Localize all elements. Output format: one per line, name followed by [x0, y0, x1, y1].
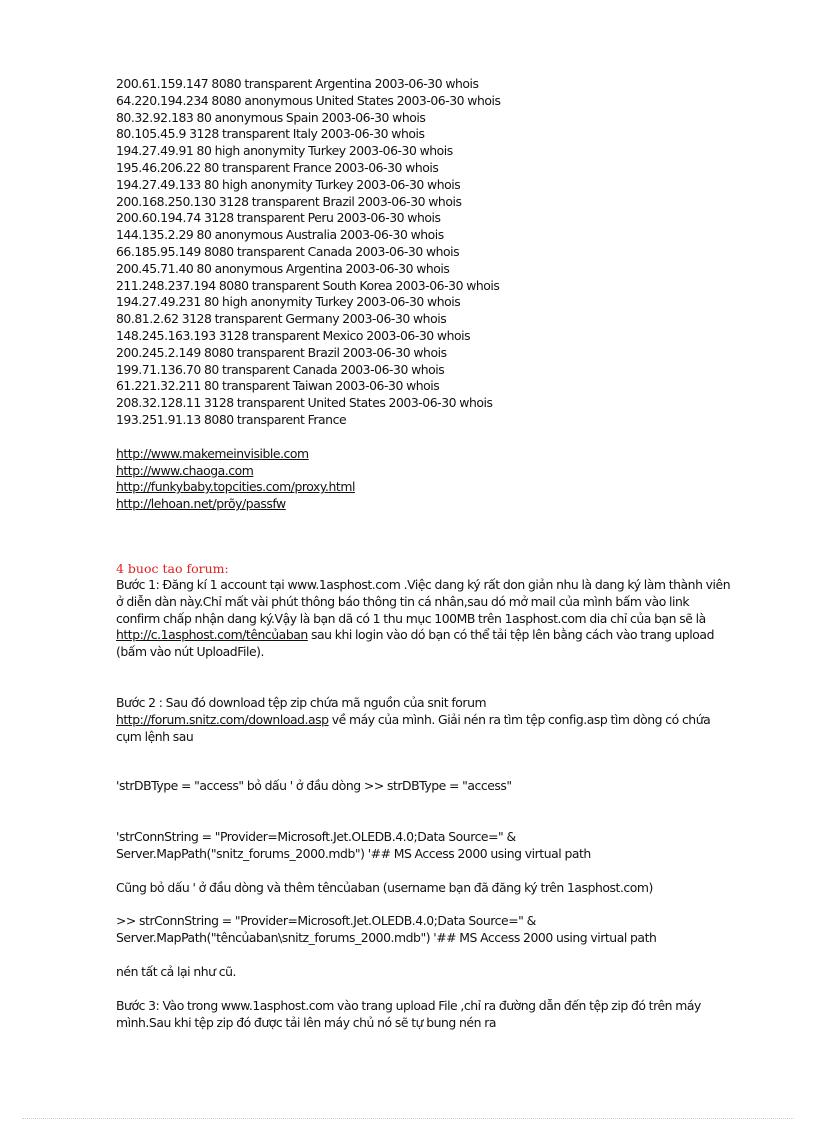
link-lehoan-passfw[interactable]: http://lehoan.net/prõy/passfw	[116, 496, 286, 512]
proxy-line: 200.60.194.74 3128 transparent Peru 2003-06-30 whois	[116, 210, 441, 226]
step2-paragraph	[116, 695, 736, 745]
proxy-line: 64.220.194.234 8080 anonymous United States 2003-06-30 whois	[116, 92, 501, 108]
step1-text: Bước 1: Đăng kí 1 account tại www.1asphost.com .Việc dang ký rất don giản nhu là dang ký làm thành viên ở diễn dàn này.Chỉ mất vài phút thông báo thông tin cá nhân,sau dó mở mail của mình bấm vào link confirm chấp nhận dang ký.Vậy là bạn dã có 1 thu mục 100MB trên 1asphost.com dia chỉ của bạn sẽ là	[116, 576, 731, 626]
forum-heading: 4 buoc tao forum:	[116, 560, 229, 576]
link-makemeinvisible[interactable]: http://www.makemeinvisible.com	[116, 445, 309, 461]
proxy-line: 200.168.250.130 3128 transparent Brazil 2003-06-30 whois	[116, 193, 462, 209]
proxy-line: 80.81.2.62 3128 transparent Germany 2003-06-30 whois	[116, 311, 447, 327]
step2-text: Bước 2 : Sau đó download tệp zip chứa mã nguồn của snit forum	[116, 694, 487, 710]
step1-link[interactable]: http://c.1asphost.com/têncủaban	[116, 627, 308, 643]
proxy-line: 199.71.136.70 80 transparent Canada 2003-06-30 whois	[116, 361, 445, 377]
code-connstring-new-line1: >> strConnString = "Provider=Microsoft.Jet.OLEDB.4.0;Data Source=" &	[116, 913, 536, 929]
page-bottom-divider	[22, 1118, 794, 1119]
proxy-line: 194.27.49.91 80 high anonymity Turkey 2003-06-30 whois	[116, 143, 453, 159]
proxy-line: 80.32.92.183 80 anonymous Spain 2003-06-30 whois	[116, 109, 426, 125]
uncomment-note: Cũng bỏ dấu ' ở đầu dòng và thêm têncủaban (username bạn đã đăng ký trên 1asphost.com)	[116, 879, 653, 895]
step2-tail: về máy của mình. Giải nén ra tìm tệp config.asp tìm dòng có chứa cụm lệnh sau	[116, 711, 711, 744]
code-dbtype: 'strDBType = "access" bỏ dấu ' ở đầu dòng >> strDBType = "access"	[116, 778, 512, 794]
proxy-list	[116, 76, 736, 429]
proxy-line: 194.27.49.133 80 high anonymity Turkey 2003-06-30 whois	[116, 176, 461, 192]
proxy-links	[116, 446, 736, 513]
step3-paragraph: Bước 3: Vào trong www.1asphost.com vào trang upload File ,chỉ ra đường dẫn đến tệp zip đó trên máy mình.Sau khi tệp zip đó được tải lên máy chủ nó sẽ tự bung nén ra	[116, 997, 701, 1030]
proxy-line: 200.61.159.147 8080 transparent Argentina 2003-06-30 whois	[116, 76, 479, 91]
code-connstring	[116, 829, 736, 863]
proxy-line: 195.46.206.22 80 transparent France 2003-06-30 whois	[116, 159, 439, 175]
code-connstring-new	[116, 913, 736, 947]
proxy-line: 200.245.2.149 8080 transparent Brazil 2003-06-30 whois	[116, 344, 447, 360]
proxy-line: 211.248.237.194 8080 transparent South Korea 2003-06-30 whois	[116, 277, 500, 293]
proxy-line: 148.245.163.193 3128 transparent Mexico 2003-06-30 whois	[116, 327, 471, 343]
step1-paragraph	[116, 577, 736, 661]
proxy-line: 61.221.32.211 80 transparent Taiwan 2003-06-30 whois	[116, 378, 440, 394]
code-connstring-line1: 'strConnString = "Provider=Microsoft.Jet.OLEDB.4.0;Data Source=" &	[116, 829, 516, 845]
proxy-line: 208.32.128.11 3128 transparent United States 2003-06-30 whois	[116, 395, 493, 411]
code-connstring-line2: Server.MapPath("snitz_forums_2000.mdb") '## MS Access 2000 using virtual path	[116, 845, 591, 861]
step2-link[interactable]: http://forum.snitz.com/download.asp	[116, 711, 329, 727]
proxy-line: 144.135.2.29 80 anonymous Australia 2003-06-30 whois	[116, 227, 444, 243]
proxy-line: 200.45.71.40 80 anonymous Argentina 2003-06-30 whois	[116, 260, 450, 276]
code-connstring-new-line2: Server.MapPath("têncủaban\snitz_forums_2000.mdb") '## MS Access 2000 using virtual path	[116, 930, 657, 946]
link-funkybaby-proxy[interactable]: http://funkybaby.topcities.com/proxy.html	[116, 479, 355, 495]
step1-tail: sau khi login vào dó bạn có thể tải tệp lên bằng cách vào trang upload (bấm vào nút UploadFile).	[116, 627, 714, 660]
document-body	[116, 76, 736, 1031]
proxy-line: 194.27.49.231 80 high anonymity Turkey 2003-06-30 whois	[116, 294, 461, 310]
proxy-line: 80.105.45.9 3128 transparent Italy 2003-06-30 whois	[116, 126, 425, 142]
compress-note: nén tất cả lại như cũ.	[116, 964, 236, 980]
proxy-line: 193.251.91.13 8080 transparent France	[116, 411, 347, 427]
proxy-line: 66.185.95.149 8080 transparent Canada 2003-06-30 whois	[116, 243, 460, 259]
link-chaoga[interactable]: http://www.chaoga.com	[116, 462, 254, 478]
